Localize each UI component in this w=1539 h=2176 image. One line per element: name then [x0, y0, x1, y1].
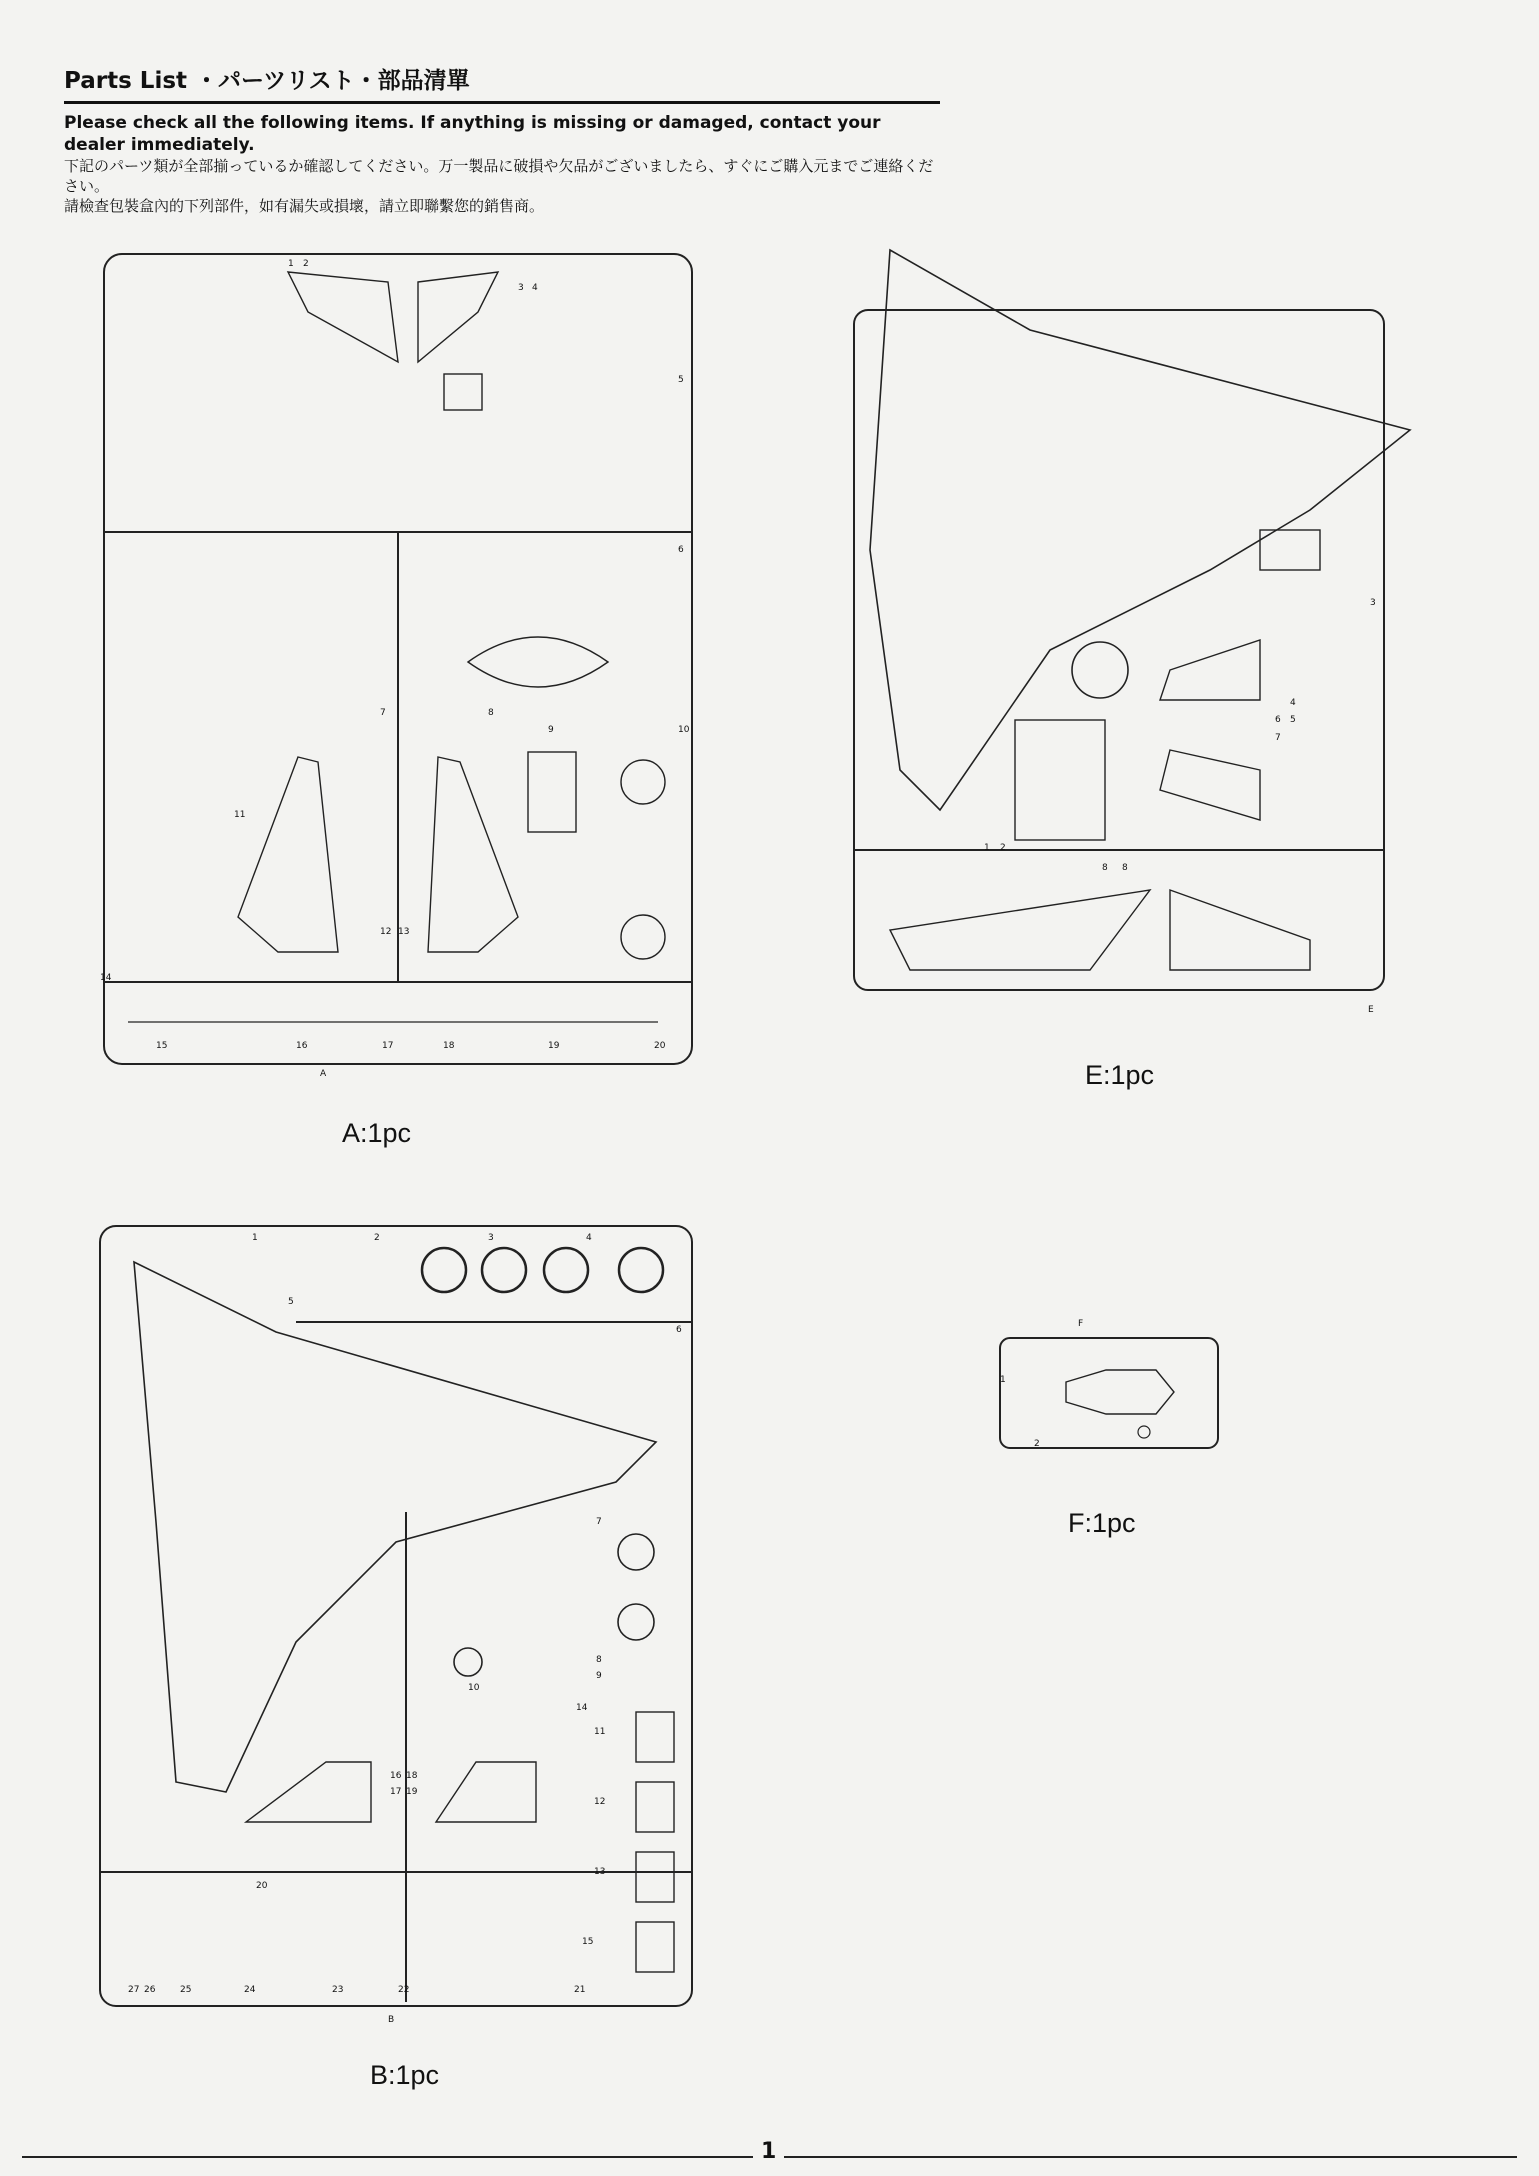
sprue-b-number: 25 — [180, 1985, 192, 1995]
sprue-a-number: 8 — [488, 708, 494, 718]
sprue-e-number: 8 — [1122, 863, 1128, 873]
sprue-b-number: 22 — [398, 1985, 410, 1995]
sprue-b-number: 23 — [332, 1985, 344, 1995]
sprue-e-number: 8 — [1102, 863, 1108, 873]
sprue-b-letter: B — [388, 2015, 395, 2025]
notice-chinese: 請檢查包裝盒內的下列部件，如有漏失或損壞，請立即聯繫您的銷售商。 — [64, 197, 545, 215]
sprue-b-drawing — [96, 1222, 696, 2025]
sprue-a-number: 14 — [100, 973, 112, 983]
sprue-b-number: 27 — [128, 1985, 140, 1995]
sprue-a-number: 16 — [296, 1041, 308, 1051]
notice-japanese: 下記のパーツ類が全部揃っているか確認してください。万一製品に破損や欠品がございましたら、すぐにご購入元までご連絡ください。 — [64, 157, 934, 195]
sprue-b-number: 14 — [576, 1703, 588, 1713]
sprue-e-number: 5 — [1290, 715, 1296, 725]
sprue-b-number: 15 — [582, 1937, 594, 1947]
sprue-e-number: 3 — [1370, 598, 1376, 608]
sprue-b-number: 12 — [594, 1797, 606, 1807]
page-title: Parts List ・パーツリスト・部品清單 — [64, 68, 470, 94]
sprue-a-number: 19 — [548, 1041, 560, 1051]
sprue-b-number: 18 — [406, 1771, 418, 1781]
sprue-a-number: 1 — [288, 259, 294, 269]
sprue-e-number: 6 — [1275, 715, 1281, 725]
sprue-f-number: 2 — [1034, 1439, 1040, 1449]
sprue-e-number: 1 — [984, 843, 990, 853]
sprue-a-number: 6 — [678, 545, 684, 555]
sprue-a-number: 10 — [678, 725, 690, 735]
sprue-b-number: 26 — [144, 1985, 156, 1995]
sprue-b-number: 16 — [390, 1771, 402, 1781]
sprue-f-number: 1 — [1000, 1375, 1006, 1385]
parts-list-header — [64, 62, 944, 216]
sprue-a-number: 20 — [654, 1041, 666, 1051]
sprue-b-number: 21 — [574, 1985, 586, 1995]
notice-english: Please check all the following items. If anything is missing or damaged, contact your dealer immediately. — [64, 113, 881, 155]
sprue-b-number: 4 — [586, 1233, 592, 1243]
sprue-b-number: 2 — [374, 1233, 380, 1243]
sprue-b-number: 11 — [594, 1727, 606, 1737]
sprue-a-number: 13 — [398, 927, 410, 937]
sprue-a-number: 11 — [234, 810, 246, 820]
sprue-a-number: 4 — [532, 283, 538, 293]
sprue-a-letter: A — [320, 1069, 327, 1079]
sprue-a-number: 12 — [380, 927, 392, 937]
sprue-e-letter: E — [1368, 1005, 1374, 1015]
sprue-b-number: 19 — [406, 1787, 418, 1797]
sprue-e-caption: E:1pc — [1085, 1060, 1155, 1090]
sprue-a-number: 2 — [303, 259, 309, 269]
sprue-b-number: 7 — [596, 1517, 602, 1527]
sprue-a-number: 3 — [518, 283, 524, 293]
sprue-a-number: 9 — [548, 725, 554, 735]
sprue-b-number: 13 — [594, 1867, 606, 1877]
sprue-b-number: 10 — [468, 1683, 480, 1693]
sprue-e-number: 7 — [1275, 733, 1281, 743]
sprue-f-drawing — [996, 1312, 1226, 1462]
sprue-e-number: 4 — [1290, 698, 1296, 708]
sprue-b-number: 17 — [390, 1787, 402, 1797]
sprue-b-number: 24 — [244, 1985, 256, 1995]
sprue-a-caption: A:1pc — [342, 1118, 412, 1148]
sprue-a-number: 5 — [678, 375, 684, 385]
sprue-b-number: 1 — [252, 1233, 258, 1243]
sprue-e-number: 2 — [1000, 843, 1006, 853]
sprue-a-drawing — [98, 252, 698, 1079]
sprue-b-number: 9 — [596, 1671, 602, 1681]
sprue-a-number: 17 — [382, 1041, 394, 1051]
sprue-f-caption: F:1pc — [1068, 1508, 1136, 1538]
sprue-a-number: 7 — [380, 708, 386, 718]
sprue-b-caption: B:1pc — [370, 2060, 440, 2090]
sprue-e-drawing — [850, 250, 1410, 1030]
sprue-a-number: 15 — [156, 1041, 168, 1051]
sprue-b-number: 20 — [256, 1881, 268, 1891]
sprue-b-number: 6 — [676, 1325, 682, 1335]
sprue-a-number: 18 — [443, 1041, 455, 1051]
sprue-b-number: 3 — [488, 1233, 494, 1243]
sprue-b-number: 8 — [596, 1655, 602, 1665]
sprue-f-letter: F — [1078, 1319, 1084, 1329]
sprue-b-number: 5 — [288, 1297, 294, 1307]
title-rule — [64, 101, 940, 104]
page-number: 1 — [753, 2139, 784, 2164]
